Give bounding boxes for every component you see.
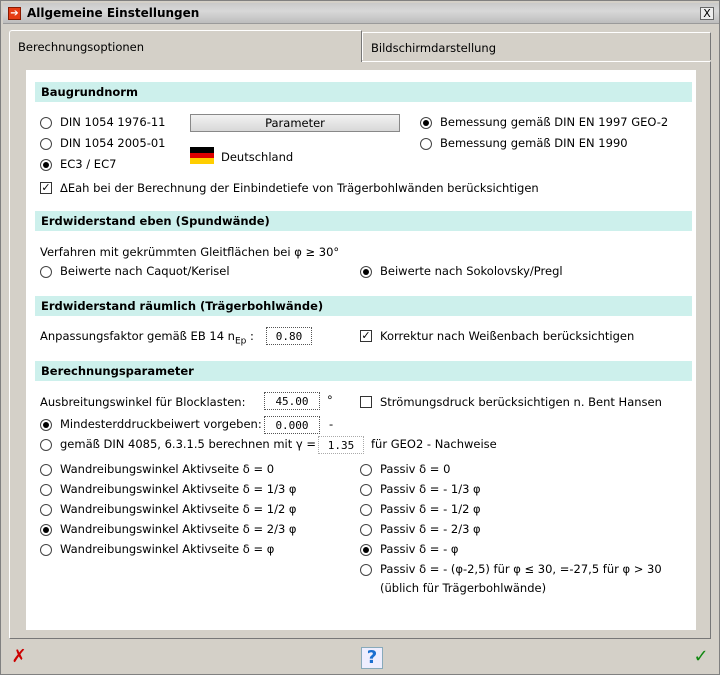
checkbox-stroemungsdruck[interactable] — [360, 396, 372, 408]
label-din1054-1976: DIN 1054 1976-11 — [60, 115, 166, 129]
label-caquot-kerisel: Beiwerte nach Caquot/Kerisel — [60, 264, 230, 278]
radio-passiv-formula[interactable] — [360, 564, 372, 576]
label-din4085: gemäß DIN 4085, 6.3.1.5 berechnen mit γ = — [60, 437, 316, 451]
app-arrow-icon: ➔ — [8, 7, 21, 20]
ok-button[interactable]: ✓ — [693, 646, 709, 667]
radio-passiv-1-2[interactable] — [360, 504, 372, 516]
section-berechnungsparameter: Berechnungsparameter — [35, 361, 692, 381]
radio-aktiv-1-2[interactable] — [40, 504, 52, 516]
tab-bildschirmdarstellung[interactable]: Bildschirmdarstellung — [362, 32, 711, 60]
label-ec3-ec7: EC3 / EC7 — [60, 157, 117, 171]
label-mindesterddruck: Mindesterddruckbeiwert vorgeben: — [60, 417, 262, 431]
radio-din1054-1976[interactable] — [40, 117, 52, 129]
window-title: Allgemeine Einstellungen — [27, 6, 200, 20]
label-geo2: für GEO2 - Nachweise — [371, 437, 497, 451]
label-weissenbach: Korrektur nach Weißenbach berücksichtigen — [380, 329, 635, 343]
country-label: Deutschland — [221, 150, 294, 164]
anpassungsfaktor-text: Anpassungsfaktor gemäß EB 14 n — [40, 329, 235, 343]
label-aktiv-phi: Wandreibungswinkel Aktivseite δ = φ — [60, 542, 275, 556]
mindesterddruck-input[interactable]: 0.000 — [264, 416, 320, 434]
label-aktiv-1-2: Wandreibungswinkel Aktivseite δ = 1/2 φ — [60, 502, 297, 516]
options-content — [26, 70, 696, 630]
section-baugrundnorm: Baugrundnorm — [35, 82, 692, 102]
label-passiv-1-2: Passiv δ = - 1/2 φ — [380, 502, 481, 516]
label-din-en-1990: Bemessung gemäß DIN EN 1990 — [440, 136, 628, 150]
radio-caquot-kerisel[interactable] — [40, 266, 52, 278]
radio-passiv-phi[interactable] — [360, 544, 372, 556]
radio-aktiv-2-3[interactable] — [40, 524, 52, 536]
radio-din-en-1990[interactable] — [420, 138, 432, 150]
radio-passiv-1-3[interactable] — [360, 484, 372, 496]
radio-ec3-ec7[interactable] — [40, 159, 52, 171]
label-anpassungsfaktor — [40, 329, 254, 346]
radio-aktiv-phi[interactable] — [40, 544, 52, 556]
label-passiv-2-3: Passiv δ = - 2/3 φ — [380, 522, 481, 536]
radio-mindesterddruck[interactable] — [40, 419, 52, 431]
tab-berechnungsoptionen[interactable]: Berechnungsoptionen — [9, 30, 362, 62]
radio-aktiv-1-3[interactable] — [40, 484, 52, 496]
radio-din-en-1997[interactable] — [420, 117, 432, 129]
anpassungsfaktor-colon: : — [250, 329, 254, 343]
parameter-button[interactable]: Parameter — [190, 114, 400, 132]
label-din1054-2005: DIN 1054 2005-01 — [60, 136, 166, 150]
label-delta-eah: ΔEah bei der Berechnung der Einbindetiefe von Trägerbohlwänden berücksichtigen — [60, 181, 539, 195]
label-passiv-note: (üblich für Trägerbohlwände) — [380, 581, 547, 595]
help-button[interactable]: ? — [361, 647, 383, 669]
anpassungsfaktor-subscript: Ep — [234, 336, 247, 347]
radio-din1054-2005[interactable] — [40, 138, 52, 150]
label-din-en-1997: Bemessung gemäß DIN EN 1997 GEO-2 — [440, 115, 669, 129]
checkbox-weissenbach[interactable]: ✓ — [361, 329, 371, 342]
section-erdwiderstand-eben: Erdwiderstand eben (Spundwände) — [35, 211, 692, 231]
section-erdwiderstand-raeumlich: Erdwiderstand räumlich (Trägerbohlwände) — [35, 296, 692, 316]
label-sokolovsky-pregl: Beiwerte nach Sokolovsky/Pregl — [380, 264, 563, 278]
germany-flag-icon — [190, 147, 214, 164]
label-passiv-1-3: Passiv δ = - 1/3 φ — [380, 482, 481, 496]
radio-passiv-0[interactable] — [360, 464, 372, 476]
radio-aktiv-0[interactable] — [40, 464, 52, 476]
mindesterddruck-unit: - — [329, 417, 334, 431]
gamma-input[interactable]: 1.35 — [318, 436, 364, 454]
label-aktiv-1-3: Wandreibungswinkel Aktivseite δ = 1/3 φ — [60, 482, 297, 496]
radio-din4085[interactable] — [40, 439, 52, 451]
title-bar — [3, 3, 719, 24]
close-button[interactable]: X — [700, 7, 714, 20]
label-stroemungsdruck: Strömungsdruck berücksichtigen n. Bent Hansen — [380, 395, 662, 409]
label-passiv-formula: Passiv δ = - (φ-2,5) für φ ≤ 30, =-27,5 für φ > 30 — [380, 562, 662, 576]
radio-sokolovsky-pregl[interactable] — [360, 266, 372, 278]
label-aktiv-0: Wandreibungswinkel Aktivseite δ = 0 — [60, 462, 275, 476]
cancel-button[interactable]: ✗ — [11, 646, 27, 667]
label-aktiv-2-3: Wandreibungswinkel Aktivseite δ = 2/3 φ — [60, 522, 297, 536]
ausbreitungswinkel-input[interactable]: 45.00 — [264, 392, 320, 410]
label-ausbreitungswinkel: Ausbreitungswinkel für Blocklasten: — [40, 395, 246, 409]
label-passiv-phi: Passiv δ = - φ — [380, 542, 459, 556]
label-verfahren: Verfahren mit gekrümmten Gleitflächen bei φ ≥ 30° — [40, 245, 340, 259]
anpassungsfaktor-input[interactable]: 0.80 — [266, 327, 312, 345]
degree-unit: ° — [327, 393, 333, 407]
radio-passiv-2-3[interactable] — [360, 524, 372, 536]
checkbox-delta-eah[interactable]: ✓ — [41, 181, 51, 194]
label-passiv-0: Passiv δ = 0 — [380, 462, 451, 476]
